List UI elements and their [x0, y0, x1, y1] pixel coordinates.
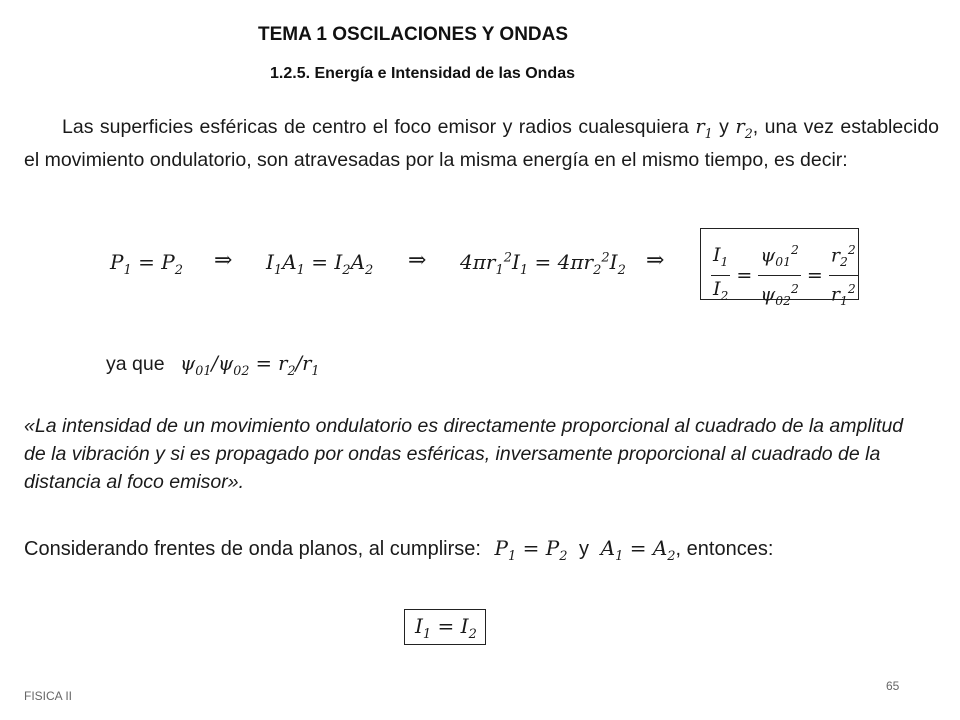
plane-power-equality: $P_1 = P_2$	[494, 536, 568, 564]
intro-text: Las superficies esféricas de centro el foco emisor y radios cualesquiera	[62, 116, 689, 138]
law-statement-quote: «La intensidad de un movimiento ondulatorio es directamente proporcional al cuadrado de la amplitud de la vibración y si es propagado por ondas esféricas, inversamente proporcional al cuadrado de la distancia al foco emisor».	[24, 415, 904, 493]
page-title: TEMA 1 OSCILACIONES Y ONDAS	[258, 24, 569, 45]
plane-wave-text: Considerando frentes de onda planos, al cumplirse:	[24, 538, 481, 560]
spherical-intensity-equality: $4\pi r_1^2I_1 = 4\pi r_2^2I_2$	[460, 250, 626, 278]
and-word: y	[579, 538, 590, 560]
page-number: 65	[886, 679, 900, 693]
plane-wave-paragraph	[24, 536, 773, 564]
intro-paragraph: Las superficies esféricas de centro el foco emisor y radios cualesquiera $r_1$ y $r_2$, una vez establecido el movimiento ondulatorio, son atravesadas por la misma energía en el mismo tiempo, es decir:	[24, 115, 940, 171]
implies-arrow-1: ⇒	[214, 248, 233, 273]
power-equality: $P_1 = P_2$	[110, 250, 183, 278]
plane-wave-end: , entonces:	[675, 538, 774, 560]
ratio-equation: $\frac{I_1}{I_2}$ = $\frac{\psi_{01}^2}{\psi_{02}^2}$ = $\frac{r_2^2}{r_1^2}$	[711, 237, 858, 314]
since-label: ya que	[106, 353, 165, 375]
section-subtitle: 1.2.5. Energía e Intensidad de las Ondas	[270, 65, 575, 82]
r2-symbol: $r_2$	[735, 115, 753, 141]
implies-arrow-3: ⇒	[646, 248, 665, 273]
implies-arrow-2: ⇒	[408, 248, 427, 273]
boxed-final-result	[404, 609, 486, 645]
intensity-area-equality: $I_1A_1 = I_2A_2$	[266, 250, 374, 278]
boxed-intensity-ratio	[700, 228, 859, 309]
plane-amplitude-equality: $A_1 = A_2$	[600, 536, 676, 564]
intro-text-cont: , una vez establecido el movimiento ondulatorio, son atravesadas por la misma energía en el mismo tiempo, es decir:	[24, 116, 940, 171]
r1-symbol: $r_1$	[695, 115, 713, 141]
final-equation: $I_1 = I_2$	[415, 614, 477, 642]
since-line	[106, 352, 319, 378]
amplitude-ratio: $\psi_{01}/\psi_{02} = r_2/r_1$	[179, 352, 320, 378]
course-footer: FISICA II	[24, 689, 73, 703]
